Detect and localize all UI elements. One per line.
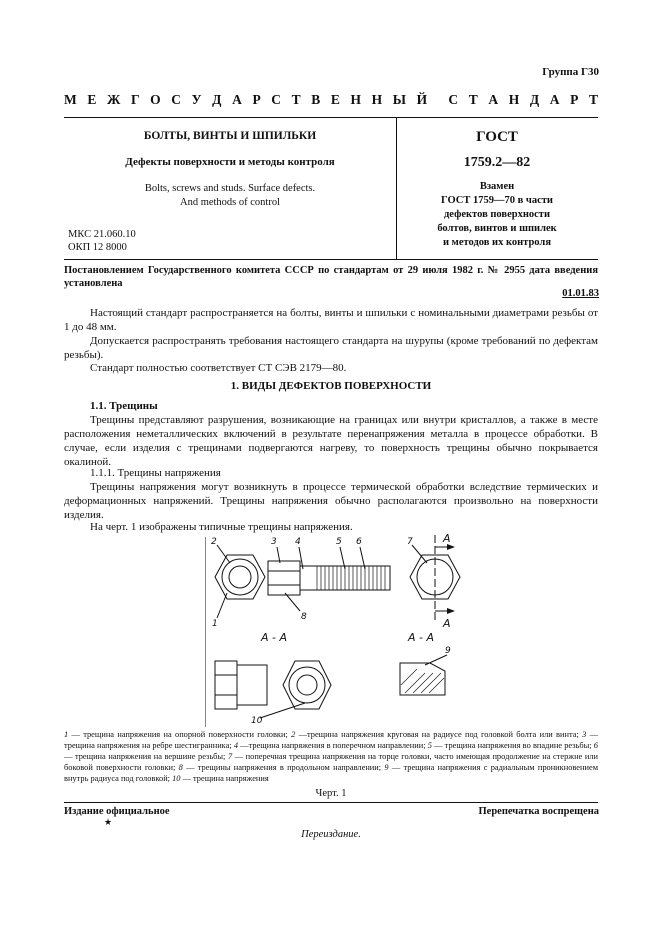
figure-label-3: 3 xyxy=(271,537,277,547)
section-shank-left xyxy=(237,665,267,705)
caption-text: —трещина напряжения круговая на радиусе под головкой болта или винта; xyxy=(295,730,583,739)
banner-letter: С xyxy=(448,92,459,107)
section-mark-lower: А xyxy=(443,617,451,630)
effective-date: 01.01.83 xyxy=(562,288,599,299)
group-code: Группа Г30 xyxy=(542,66,599,78)
replace-line: дефектов поверхности xyxy=(443,209,550,220)
banner-letter: В xyxy=(311,92,321,107)
okp-code: ОКП 12 8000 xyxy=(68,242,127,253)
gost-number: 1759.2—82 xyxy=(463,155,531,170)
replace-line: и методов их контроля xyxy=(443,237,551,248)
classification-codes xyxy=(68,228,136,254)
figure-stress-cracks xyxy=(205,533,600,728)
figure-label-5: 5 xyxy=(336,537,342,547)
paragraph-stress-cracks: Трещины напряжения могут возникнуть в процессе термической обработки вследствие термических и деформационных напряжений. Трещины напряжения обычно располагаются произвольно на поверхности изделия. xyxy=(64,481,598,521)
caption-number: 8 xyxy=(178,763,183,772)
banner-letter: Е xyxy=(330,92,340,107)
banner-letter: Н xyxy=(508,92,520,107)
paragraph-cracks: Трещины представляют разрушения, возникающие на границах или внутри кристаллов, а также в месте расположения неметаллических включений в результате перенапряжения металла в процессе обработки. В случае, если изделия с трещинами подвергаются нагреву, то поверхность трещины обычно покрывается окалиной. xyxy=(64,414,598,468)
paragraph-screws: Допускается распространять требования настоящего стандарта на шурупы (кроме требований по дефектам резьбы). xyxy=(64,335,598,361)
standard-banner xyxy=(64,92,598,108)
figure-label-1: 1 xyxy=(212,619,218,629)
subsection-stress-cracks: 1.1.1. Трещины напряжения xyxy=(90,467,221,479)
view-label-left: А - А xyxy=(261,631,288,644)
caption-number: 1 xyxy=(64,730,69,739)
figure-label-4: 4 xyxy=(295,537,301,547)
banner-letter: Т xyxy=(468,92,478,107)
caption-text: — поперечная трещина напряжения на торце головки, часто имеющая продолжение на стержне или боковой поверхности головки; xyxy=(64,752,598,772)
caption-number: 3 xyxy=(582,730,587,739)
caption-text: —трещина напряжения в поперечном направлении; xyxy=(238,741,428,750)
banner-letter: Е xyxy=(87,92,97,107)
banner-letter: Н xyxy=(371,92,383,107)
reissue-note: Переиздание. xyxy=(301,829,361,840)
caption-number: 6 xyxy=(593,741,598,750)
paragraph-sev: Стандарт полностью соответствует СТ СЭВ 2179—80. xyxy=(90,362,347,374)
figure-caption xyxy=(64,729,598,784)
figure-label-8: 8 xyxy=(301,612,307,622)
official-edition: Издание официальное xyxy=(64,806,170,817)
figure-label-9: 9 xyxy=(445,646,451,656)
section-mark-upper: А xyxy=(443,533,451,545)
figure-label-2: 2 xyxy=(211,537,217,547)
bolt-head-side xyxy=(268,561,300,595)
caption-text: — трещины напряжения в продольном направлении; xyxy=(182,763,385,772)
section-head-left xyxy=(215,661,237,709)
banner-letter: С xyxy=(171,92,182,107)
section-center-hex xyxy=(283,661,331,709)
caption-text: — трещина напряжения на ребре шестигранника; xyxy=(64,730,599,750)
banner-letter: Д xyxy=(529,92,540,107)
bolt-head-circle xyxy=(222,559,258,595)
section-heading: 1. ВИДЫ ДЕФЕКТОВ ПОВЕРХНОСТИ xyxy=(230,380,432,392)
document-subtitle: Дефекты поверхности и методы контроля xyxy=(125,156,335,168)
replaces-note xyxy=(396,180,598,250)
header-bottom-rule xyxy=(64,259,598,260)
star-mark: ★ xyxy=(104,817,113,827)
caption-number: 4 xyxy=(233,741,239,750)
banner-letter: Н xyxy=(350,92,362,107)
banner-letter: А xyxy=(488,92,499,107)
document-title: БОЛТЫ, ВИНТЫ И ШПИЛЬКИ xyxy=(143,130,317,142)
banner-letter: А xyxy=(232,92,242,107)
banner-letter: Г xyxy=(130,92,140,107)
english-title-line1: Bolts, screws and studs. Surface defects. xyxy=(144,183,316,194)
reprint-notice: Перепечатка воспрещена xyxy=(478,806,599,817)
caption-number: 10 xyxy=(172,774,181,783)
caption-text: — трещина напряжения во впадине резьбы; xyxy=(431,741,594,750)
caption-number: 7 xyxy=(227,752,233,761)
caption-text: — трещина напряжения на вершине резьбы; xyxy=(64,752,228,761)
banner-letter: Й xyxy=(416,92,428,107)
banner-letter: М xyxy=(64,92,77,107)
decree-text: Постановлением Государственного комитета СССР по стандартам от 29 июля 1982 г. № 2955 дата введения установлена xyxy=(64,265,598,289)
caption-number: 5 xyxy=(427,741,432,750)
replace-line: ГОСТ 1759—70 в части xyxy=(441,195,553,206)
banner-letter: Ж xyxy=(106,92,121,107)
bolt-head-inner-circle xyxy=(229,566,251,588)
paragraph-figure-ref: На черт. 1 изображены типичные трещины напряжения. xyxy=(90,521,353,533)
mks-code: МКС 21.060.10 xyxy=(68,229,136,240)
view-label-right: А - А xyxy=(408,631,435,644)
english-title-line2: And methods of control xyxy=(179,197,281,208)
figure-label-7: 7 xyxy=(407,537,413,547)
banner-letter: С xyxy=(271,92,282,107)
caption-number: 9 xyxy=(384,763,389,772)
figure-label-6: 6 xyxy=(356,537,362,547)
footer-rule xyxy=(64,802,598,803)
replace-line: Взамен xyxy=(479,181,515,192)
header-top-rule xyxy=(64,117,598,118)
banner-letter: Р xyxy=(570,92,579,107)
banner-letter: Т xyxy=(291,92,301,107)
banner-letter: Р xyxy=(252,92,261,107)
caption-number: 2 xyxy=(291,730,296,739)
banner-letter: Ы xyxy=(392,92,407,107)
figure-label-10: 10 xyxy=(251,716,263,726)
paragraph-scope: Настоящий стандарт распространяется на болты, винты и шпильки с номинальными диаметрами резьбы от 1 до 48 мм. xyxy=(64,307,598,333)
figure-number: Черт. 1 xyxy=(315,788,347,799)
section-arrow-lower xyxy=(447,608,455,614)
banner-letter: Д xyxy=(212,92,222,107)
subsection-cracks: 1.1. Трещины xyxy=(90,400,158,412)
replace-line: болтов, винтов и шпилек xyxy=(437,223,557,234)
banner-letter: У xyxy=(191,92,202,107)
caption-text: — трещина напряжения с радиальным проникновением внутрь радиуса под головкой; xyxy=(64,763,598,783)
gost-label: ГОСТ xyxy=(476,129,518,145)
banner-letter: А xyxy=(549,92,560,107)
banner-letter: Т xyxy=(588,92,598,107)
caption-text: — трещина напряжения на опорной поверхности головки; xyxy=(68,730,292,739)
banner-letter: О xyxy=(150,92,161,107)
caption-text: — трещина напряжения xyxy=(180,774,269,783)
